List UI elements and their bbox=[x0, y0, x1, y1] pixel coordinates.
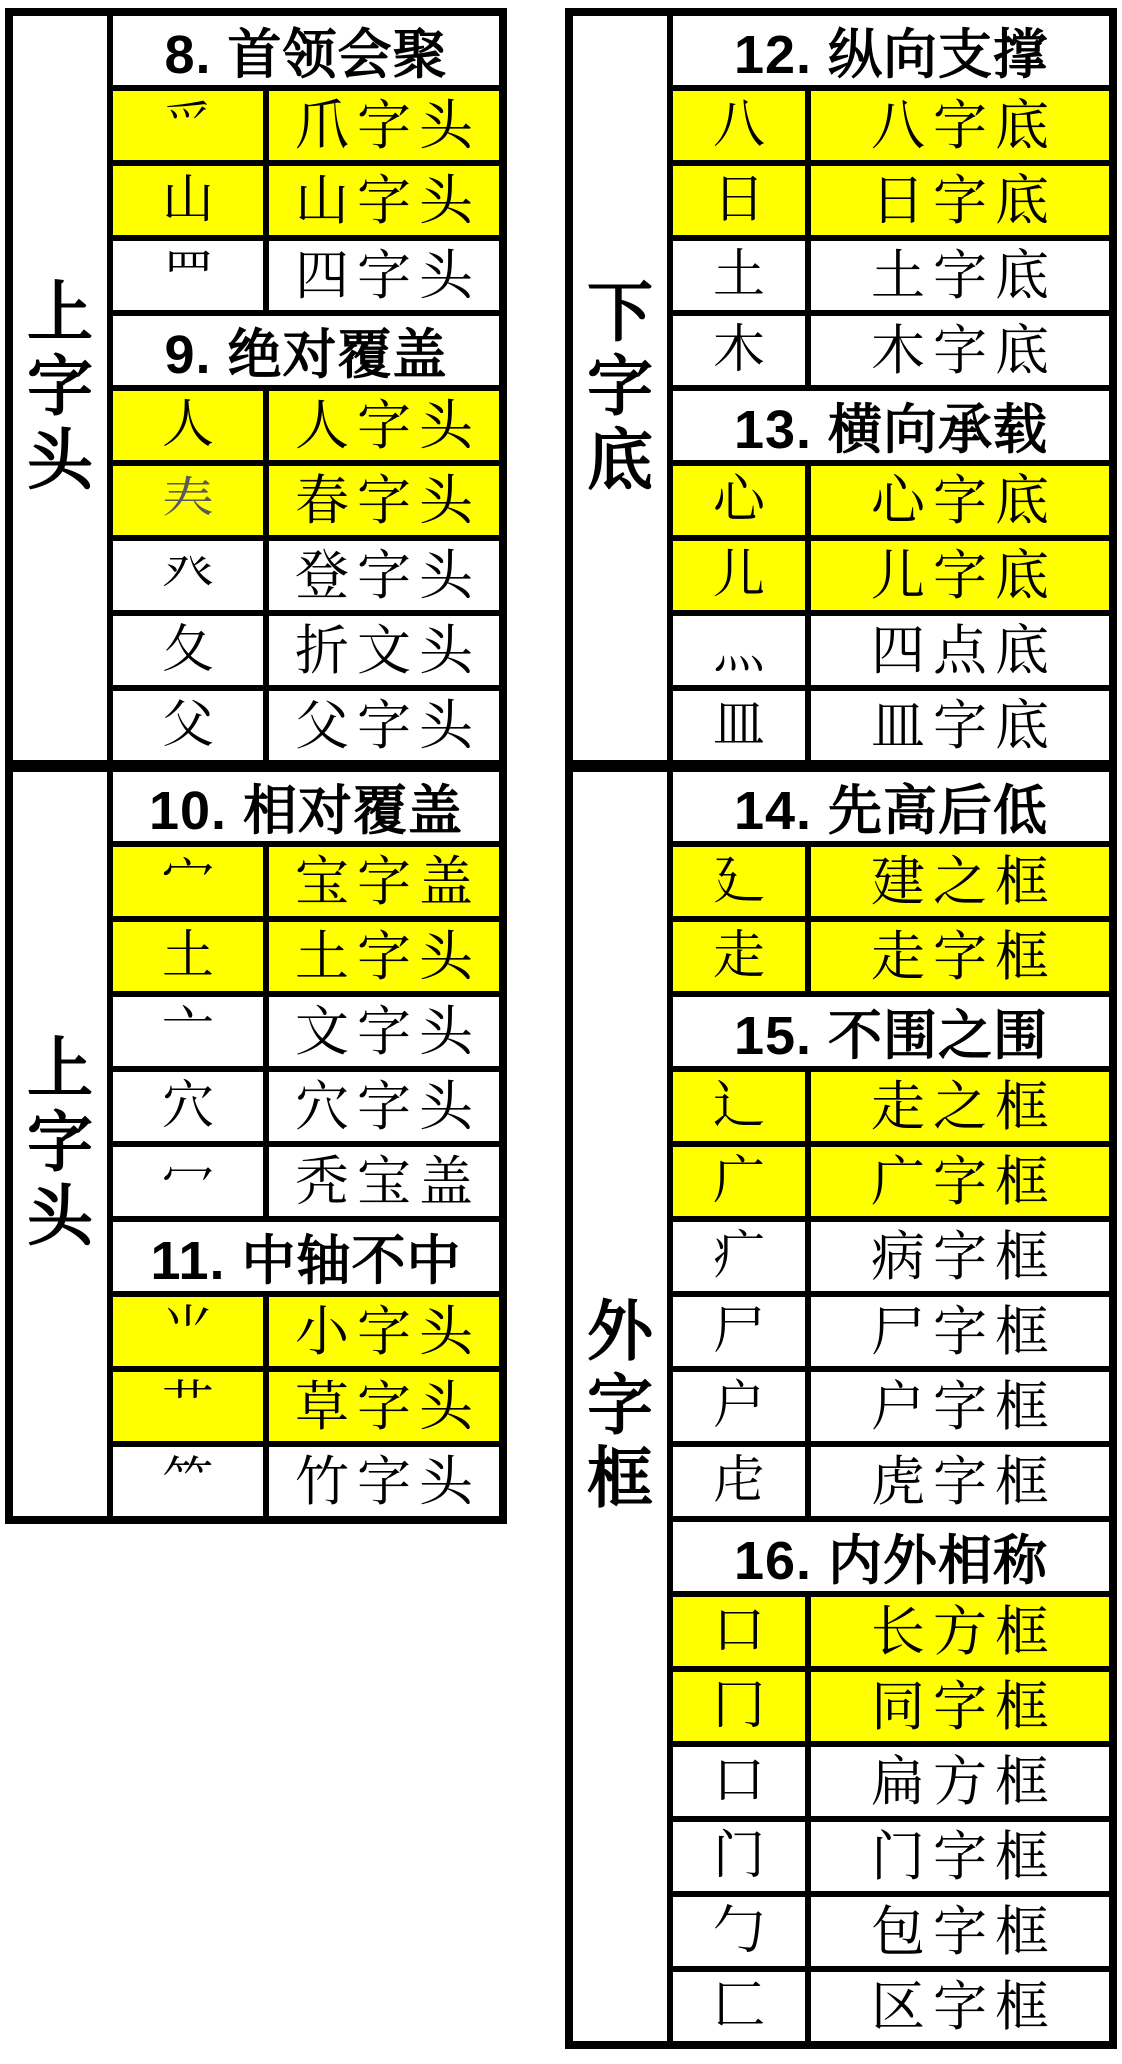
radical-glyph: 土 bbox=[673, 241, 811, 310]
side-label-char: 头 bbox=[27, 424, 93, 498]
radical-name: 四字头 bbox=[295, 245, 481, 306]
radical-row bbox=[113, 160, 499, 235]
section-header-row bbox=[113, 772, 499, 841]
radical-glyph: 亠 bbox=[113, 997, 269, 1066]
side-label-char: 底 bbox=[587, 424, 653, 498]
section-header-row bbox=[113, 310, 499, 385]
right-column bbox=[565, 8, 1117, 2049]
radical-row bbox=[113, 460, 499, 535]
side-label-char: 外 bbox=[587, 1295, 653, 1369]
radical-row bbox=[673, 1141, 1109, 1216]
radical-name: 区字框 bbox=[871, 1976, 1057, 2037]
radical-glyph: 癶 bbox=[113, 541, 269, 610]
radical-name: 木字底 bbox=[871, 320, 1057, 381]
table-outer-frames bbox=[565, 764, 1117, 2049]
section-header-row bbox=[673, 1516, 1109, 1591]
radical-glyph: 皿 bbox=[673, 691, 811, 760]
radical-row bbox=[113, 1366, 499, 1441]
side-label-column bbox=[13, 16, 113, 760]
radical-row bbox=[673, 85, 1109, 160]
radical-name: 竹字头 bbox=[295, 1451, 481, 1512]
radical-glyph: 夂 bbox=[113, 616, 269, 685]
radical-row bbox=[673, 916, 1109, 991]
radical-name: 虎字框 bbox=[871, 1451, 1057, 1512]
radical-name: 包字框 bbox=[871, 1901, 1057, 1962]
rows-column bbox=[113, 16, 499, 760]
section-header: 11. 中轴不中 bbox=[150, 1231, 462, 1291]
rows-column bbox=[673, 16, 1109, 760]
radical-name: 走字框 bbox=[871, 926, 1057, 987]
radical-name: 走之框 bbox=[871, 1076, 1057, 1137]
radical-name: 尸字框 bbox=[871, 1301, 1057, 1362]
radical-glyph: 山 bbox=[113, 166, 269, 235]
radical-glyph: 广 bbox=[673, 1147, 811, 1216]
side-label-char: 字 bbox=[27, 1107, 93, 1181]
radical-name: 爪字头 bbox=[295, 95, 481, 156]
radical-row bbox=[673, 310, 1109, 385]
radical-name: 文字头 bbox=[295, 1001, 481, 1062]
radical-glyph: 廴 bbox=[673, 847, 811, 916]
radical-name: 病字框 bbox=[871, 1226, 1057, 1287]
radical-row bbox=[673, 1366, 1109, 1441]
radical-row bbox=[673, 1666, 1109, 1741]
radical-glyph: 艹 bbox=[113, 1372, 269, 1441]
radical-glyph: 疒 bbox=[673, 1222, 811, 1291]
radical-row bbox=[113, 385, 499, 460]
side-label bbox=[27, 1033, 93, 1255]
radical-name: 穴字头 bbox=[295, 1076, 481, 1137]
radical-name: 山字头 bbox=[295, 170, 481, 231]
side-label-char: 下 bbox=[587, 277, 653, 351]
radical-name: 扁方框 bbox=[871, 1751, 1057, 1812]
table-upper-heads-1 bbox=[5, 8, 507, 768]
radical-row bbox=[113, 85, 499, 160]
radical-row bbox=[673, 1891, 1109, 1966]
radical-glyph: 木 bbox=[673, 316, 811, 385]
radical-glyph: 灬 bbox=[673, 616, 811, 685]
radical-name: 建之框 bbox=[871, 851, 1057, 912]
radical-name: 心字底 bbox=[871, 470, 1057, 531]
radical-row bbox=[673, 1816, 1109, 1891]
radical-name: 父字头 bbox=[295, 695, 481, 756]
radical-glyph: ⺮ bbox=[113, 1447, 269, 1516]
radical-row bbox=[113, 1441, 499, 1516]
section-header: 13. 横向承载 bbox=[733, 400, 1049, 460]
side-label bbox=[587, 1296, 653, 1518]
radical-name: 户字框 bbox=[871, 1376, 1057, 1437]
radical-row bbox=[673, 841, 1109, 916]
radical-glyph: 口 bbox=[673, 1597, 811, 1666]
radical-name: 同字框 bbox=[871, 1676, 1057, 1737]
radical-name: 皿字底 bbox=[871, 695, 1057, 756]
radical-row bbox=[673, 160, 1109, 235]
radical-row bbox=[113, 235, 499, 310]
radical-glyph: 八 bbox=[673, 91, 811, 160]
side-label-char: 字 bbox=[27, 351, 93, 425]
radical-row bbox=[673, 1066, 1109, 1141]
radical-glyph: ⺌ bbox=[113, 1297, 269, 1366]
section-header: 14. 先高后低 bbox=[733, 781, 1049, 841]
section-header-row bbox=[673, 991, 1109, 1066]
radical-glyph: 罒 bbox=[113, 241, 269, 310]
radical-glyph: 匚 bbox=[673, 1972, 811, 2041]
radical-name: 折文头 bbox=[295, 620, 481, 681]
radical-name: 长方框 bbox=[871, 1601, 1057, 1662]
radical-name: 草字头 bbox=[295, 1376, 481, 1437]
radical-name: 登字头 bbox=[295, 545, 481, 606]
section-header: 16. 内外相称 bbox=[733, 1531, 1049, 1591]
radical-row bbox=[673, 460, 1109, 535]
radical-row bbox=[673, 685, 1109, 760]
radical-name: 土字头 bbox=[295, 926, 481, 987]
radical-glyph: 土 bbox=[113, 922, 269, 991]
rows-column bbox=[113, 772, 499, 1516]
radical-glyph: 儿 bbox=[673, 541, 811, 610]
section-header: 10. 相对覆盖 bbox=[148, 781, 464, 841]
radical-row bbox=[673, 1741, 1109, 1816]
radical-name: 宝字盖 bbox=[295, 851, 481, 912]
radical-name: 儿字底 bbox=[871, 545, 1057, 606]
radical-glyph: 口 bbox=[673, 1747, 811, 1816]
radical-row bbox=[113, 1066, 499, 1141]
side-label-char: 字 bbox=[587, 1369, 653, 1443]
radical-row bbox=[673, 1216, 1109, 1291]
radical-glyph: 勹 bbox=[673, 1897, 811, 1966]
radical-name: 秃宝盖 bbox=[295, 1151, 481, 1212]
radical-glyph: 人 bbox=[113, 391, 269, 460]
radical-name: 土字底 bbox=[871, 245, 1057, 306]
radical-row bbox=[113, 991, 499, 1066]
radical-name: 春字头 bbox=[295, 470, 481, 531]
radical-glyph: 父 bbox=[113, 691, 269, 760]
section-header-row bbox=[673, 385, 1109, 460]
radical-glyph: 走 bbox=[673, 922, 811, 991]
side-label-char: 字 bbox=[587, 351, 653, 425]
side-label-char: 头 bbox=[27, 1180, 93, 1254]
radical-row bbox=[113, 610, 499, 685]
radical-glyph: 宀 bbox=[113, 847, 269, 916]
radical-row bbox=[113, 916, 499, 991]
section-header: 9. 绝对覆盖 bbox=[164, 325, 448, 385]
radical-glyph: 门 bbox=[673, 1822, 811, 1891]
rows-column bbox=[673, 772, 1109, 2041]
radical-glyph: 𡗗 bbox=[113, 466, 269, 535]
radical-glyph: 穴 bbox=[113, 1072, 269, 1141]
radical-row bbox=[673, 1966, 1109, 2041]
radical-name: 日字底 bbox=[871, 170, 1057, 231]
radical-glyph: 虍 bbox=[673, 1447, 811, 1516]
radical-row bbox=[113, 535, 499, 610]
radical-glyph: 日 bbox=[673, 166, 811, 235]
radical-glyph: 户 bbox=[673, 1372, 811, 1441]
radical-row bbox=[673, 610, 1109, 685]
radical-glyph: 心 bbox=[673, 466, 811, 535]
radical-name: 四点底 bbox=[871, 620, 1057, 681]
table-lower-bottoms bbox=[565, 8, 1117, 768]
radical-row bbox=[673, 535, 1109, 610]
side-label-column bbox=[13, 772, 113, 1516]
side-label-column bbox=[573, 772, 673, 2041]
section-header: 8. 首领会聚 bbox=[164, 25, 448, 85]
section-header: 15. 不围之围 bbox=[733, 1006, 1049, 1066]
section-header-row bbox=[673, 16, 1109, 85]
radical-row bbox=[673, 1291, 1109, 1366]
radical-row bbox=[113, 1141, 499, 1216]
radical-name: 小字头 bbox=[295, 1301, 481, 1362]
radical-glyph: 冖 bbox=[113, 1147, 269, 1216]
section-header-row bbox=[673, 772, 1109, 841]
radical-glyph: 尸 bbox=[673, 1297, 811, 1366]
left-column bbox=[5, 8, 507, 1524]
side-label bbox=[587, 277, 653, 499]
section-header-row bbox=[113, 16, 499, 85]
side-label-char: 框 bbox=[587, 1443, 653, 1517]
side-label bbox=[27, 277, 93, 499]
radical-name: 八字底 bbox=[871, 95, 1057, 156]
radical-row bbox=[113, 841, 499, 916]
side-label-column bbox=[573, 16, 673, 760]
radical-row bbox=[113, 685, 499, 760]
radical-row bbox=[673, 1441, 1109, 1516]
radical-glyph: 爫 bbox=[113, 91, 269, 160]
radical-name: 人字头 bbox=[295, 395, 481, 456]
radical-row bbox=[113, 1291, 499, 1366]
radical-name: 广字框 bbox=[871, 1151, 1057, 1212]
section-header-row bbox=[113, 1216, 499, 1291]
side-label-char: 上 bbox=[27, 277, 93, 351]
radical-row bbox=[673, 1591, 1109, 1666]
radical-name: 门字框 bbox=[871, 1826, 1057, 1887]
radical-glyph: 冂 bbox=[673, 1672, 811, 1741]
radical-row bbox=[673, 235, 1109, 310]
table-upper-heads-2 bbox=[5, 764, 507, 1524]
section-header: 12. 纵向支撑 bbox=[733, 25, 1049, 85]
side-label-char: 上 bbox=[27, 1033, 93, 1107]
radical-glyph: 辶 bbox=[673, 1072, 811, 1141]
